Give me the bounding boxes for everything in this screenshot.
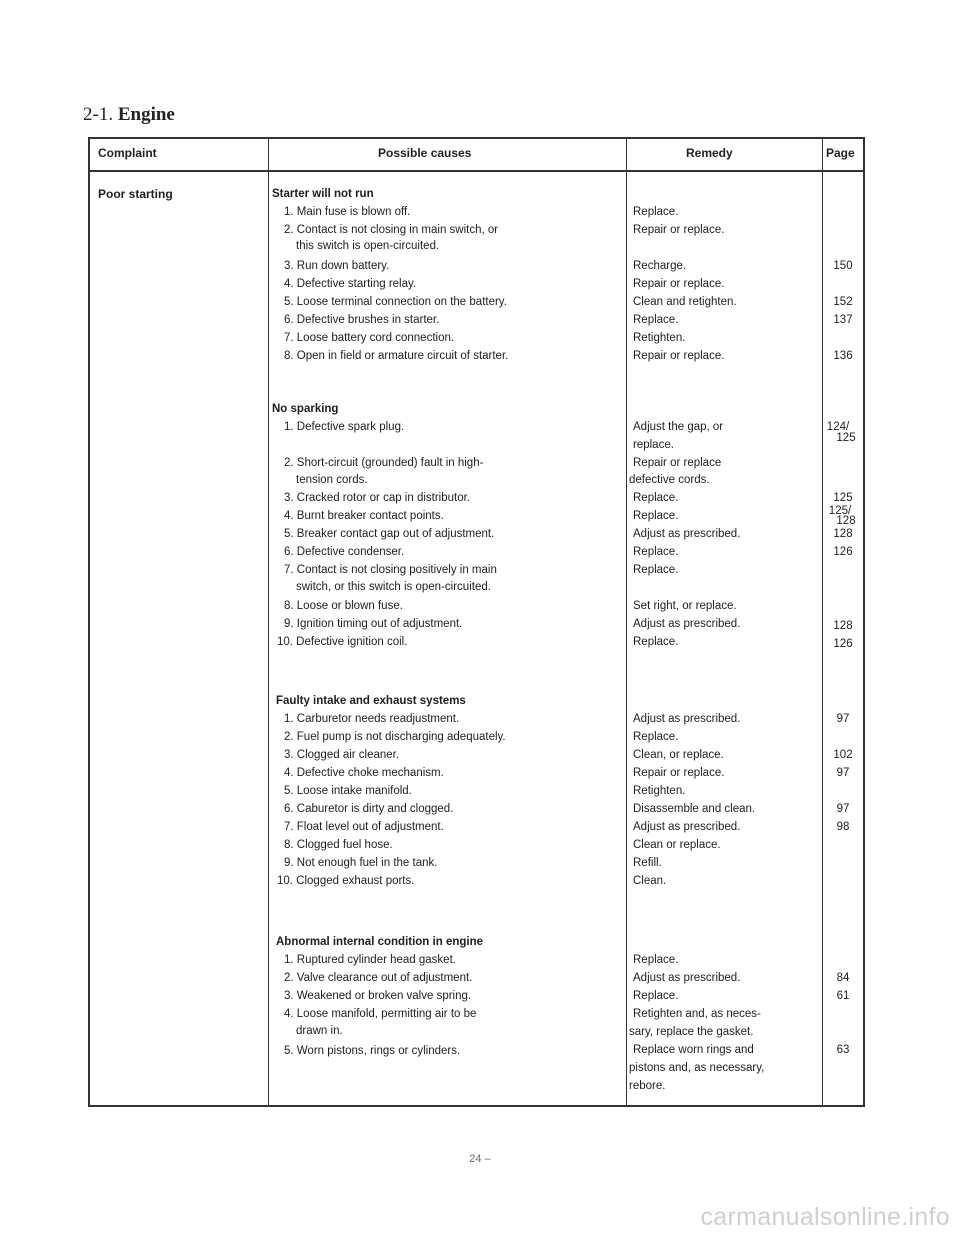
page-ref: 125/	[828, 505, 852, 517]
remedy-item: Replace.	[633, 206, 679, 218]
cause-item: 5. Breaker contact gap out of adjustment.	[284, 528, 495, 540]
page-ref: 61	[836, 990, 850, 1002]
page-ref: 152	[833, 296, 853, 308]
table-top-border	[88, 137, 865, 139]
watermark: carmanualsonline.info	[700, 1203, 950, 1231]
cause-item: 1. Defective spark plug.	[284, 421, 405, 433]
cause-item: 3. Run down battery.	[284, 260, 390, 272]
cause-item: 5. Loose terminal connection on the battery.	[284, 296, 507, 308]
page-ref: 150	[833, 260, 853, 272]
cause-item: 1. Main fuse is blown off.	[284, 206, 411, 218]
cause-item: 2. Fuel pump is not discharging adequately.	[284, 731, 506, 743]
page-ref: 84	[836, 972, 850, 984]
remedy-item: Replace.	[633, 990, 679, 1002]
cause-item: 4. Loose manifold, permitting air to be	[284, 1008, 477, 1020]
cause-item: 7. Contact is not closing positively in main	[284, 564, 497, 576]
cause-item: tension cords.	[296, 474, 368, 486]
remedy-item: Repair or replace.	[633, 767, 725, 779]
cause-item: 4. Defective choke mechanism.	[284, 767, 444, 779]
remedy-item: Repair or replace.	[633, 278, 725, 290]
remedy-item: Clean and retighten.	[633, 296, 737, 308]
page-ref: 125	[833, 492, 853, 504]
page-ref: 128	[833, 528, 853, 540]
remedy-item: Replace.	[633, 636, 679, 648]
cause-item: 4. Defective starting relay.	[284, 278, 417, 290]
cause-item: 6. Caburetor is dirty and clogged.	[284, 803, 454, 815]
remedy-item: Repair or replace.	[633, 350, 725, 362]
remedy-item: Adjust as prescribed.	[633, 713, 741, 725]
remedy-item: Clean or replace.	[633, 839, 721, 851]
table-left-border	[88, 137, 90, 1106]
cause-item: 2. Short-circuit (grounded) fault in high-	[284, 457, 484, 469]
header-remedy: Remedy	[686, 146, 733, 160]
cause-item: 2. Contact is not closing in main switch, or	[284, 224, 499, 236]
cause-item: 1. Ruptured cylinder head gasket.	[284, 954, 456, 966]
remedy-item: Replace.	[633, 564, 679, 576]
page-ref: 124/	[826, 421, 850, 433]
cause-item: 5. Worn pistons, rings or cylinders.	[284, 1045, 461, 1057]
remedy-item: rebore.	[629, 1080, 666, 1092]
section-name: Engine	[117, 104, 175, 125]
remedy-item: Replace.	[633, 492, 679, 504]
header-possible-causes: Possible causes	[378, 146, 472, 160]
remedy-item: Replace.	[633, 954, 679, 966]
column-divider-causes	[268, 137, 269, 1106]
page-ref: 126	[833, 546, 853, 558]
remedy-item: Retighten.	[633, 332, 686, 344]
cause-item: 7. Float level out of adjustment.	[284, 821, 444, 833]
remedy-item: Set right, or replace.	[633, 600, 737, 612]
page-ref: 97	[836, 803, 850, 815]
cause-item: 9. Not enough fuel in the tank.	[284, 857, 438, 869]
cause-item: 8. Open in field or armature circuit of starter.	[284, 350, 509, 362]
header-page: Page	[826, 146, 855, 160]
remedy-item: Replace.	[633, 546, 679, 558]
remedy-item: defective cords.	[629, 474, 710, 486]
remedy-item: replace.	[633, 439, 674, 451]
remedy-item: Retighten.	[633, 785, 686, 797]
page-ref: 97	[836, 713, 850, 725]
remedy-item: Clean, or replace.	[633, 749, 724, 761]
cause-item: drawn in.	[296, 1025, 343, 1037]
remedy-item: Repair or replace.	[633, 224, 725, 236]
complaint-label: Poor starting	[98, 187, 173, 201]
column-divider-remedy	[626, 137, 627, 1106]
page-ref: 97	[836, 767, 850, 779]
cause-item: 6. Defective condenser.	[284, 546, 405, 558]
cause-item: 10. Clogged exhaust ports.	[277, 875, 415, 887]
group-heading: No sparking	[272, 403, 339, 415]
remedy-item: Replace worn rings and	[633, 1044, 754, 1056]
cause-item: 1. Carburetor needs readjustment.	[284, 713, 460, 725]
page-ref: 136	[833, 350, 853, 362]
page-ref: 137	[833, 314, 853, 326]
header-complaint: Complaint	[98, 146, 157, 160]
cause-item: 5. Loose intake manifold.	[284, 785, 412, 797]
page-number: 24 –	[469, 1153, 491, 1165]
remedy-item: Recharge.	[633, 260, 687, 272]
page-ref: 128	[836, 515, 856, 527]
table-bottom-border	[88, 1105, 865, 1107]
remedy-item: Refill.	[633, 857, 662, 869]
cause-item: 3. Clogged air cleaner.	[284, 749, 400, 761]
cause-item: 9. Ignition timing out of adjustment.	[284, 618, 463, 630]
cause-item: 3. Cracked rotor or cap in distributor.	[284, 492, 470, 504]
remedy-item: Repair or replace	[633, 457, 722, 469]
page-ref: 63	[836, 1044, 850, 1056]
page-ref: 126	[833, 638, 853, 650]
remedy-item: Replace.	[633, 510, 679, 522]
section-title	[83, 104, 175, 126]
table-header-border	[88, 170, 865, 172]
group-heading: Faulty intake and exhaust systems	[276, 695, 466, 707]
cause-item: 3. Weakened or broken valve spring.	[284, 990, 472, 1002]
page-ref: 102	[833, 749, 853, 761]
remedy-item: Adjust as prescribed.	[633, 972, 741, 984]
remedy-item: sary, replace the gasket.	[629, 1026, 754, 1038]
cause-item: 8. Loose or blown fuse.	[284, 600, 403, 612]
page-ref: 98	[836, 821, 850, 833]
cause-item: 10. Defective ignition coil.	[277, 636, 408, 648]
section-number: 2-1.	[83, 104, 114, 125]
cause-item: 2. Valve clearance out of adjustment.	[284, 972, 473, 984]
remedy-item: Replace.	[633, 314, 679, 326]
cause-item: this switch is open-circuited.	[296, 240, 440, 252]
remedy-item: Replace.	[633, 731, 679, 743]
remedy-item: Adjust as prescribed.	[633, 618, 741, 630]
page-ref: 125	[836, 432, 856, 444]
remedy-item: Disassemble and clean.	[633, 803, 756, 815]
remedy-item: Retighten and, as neces-	[633, 1008, 761, 1020]
cause-item: 4. Burnt breaker contact points.	[284, 510, 444, 522]
cause-item: 6. Defective brushes in starter.	[284, 314, 440, 326]
cause-item: switch, or this switch is open-circuited.	[296, 581, 491, 593]
cause-item: 8. Clogged fuel hose.	[284, 839, 393, 851]
remedy-item: pistons and, as necessary,	[629, 1062, 765, 1074]
group-heading: Abnormal internal condition in engine	[276, 936, 484, 948]
group-heading: Starter will not run	[272, 188, 374, 200]
remedy-item: Adjust as prescribed.	[633, 821, 741, 833]
remedy-item: Adjust the gap, or	[633, 421, 724, 433]
page-ref: 128	[833, 620, 853, 632]
remedy-item: Adjust as prescribed.	[633, 528, 741, 540]
cause-item: 7. Loose battery cord connection.	[284, 332, 455, 344]
table-right-border	[863, 137, 865, 1106]
remedy-item: Clean.	[633, 875, 667, 887]
